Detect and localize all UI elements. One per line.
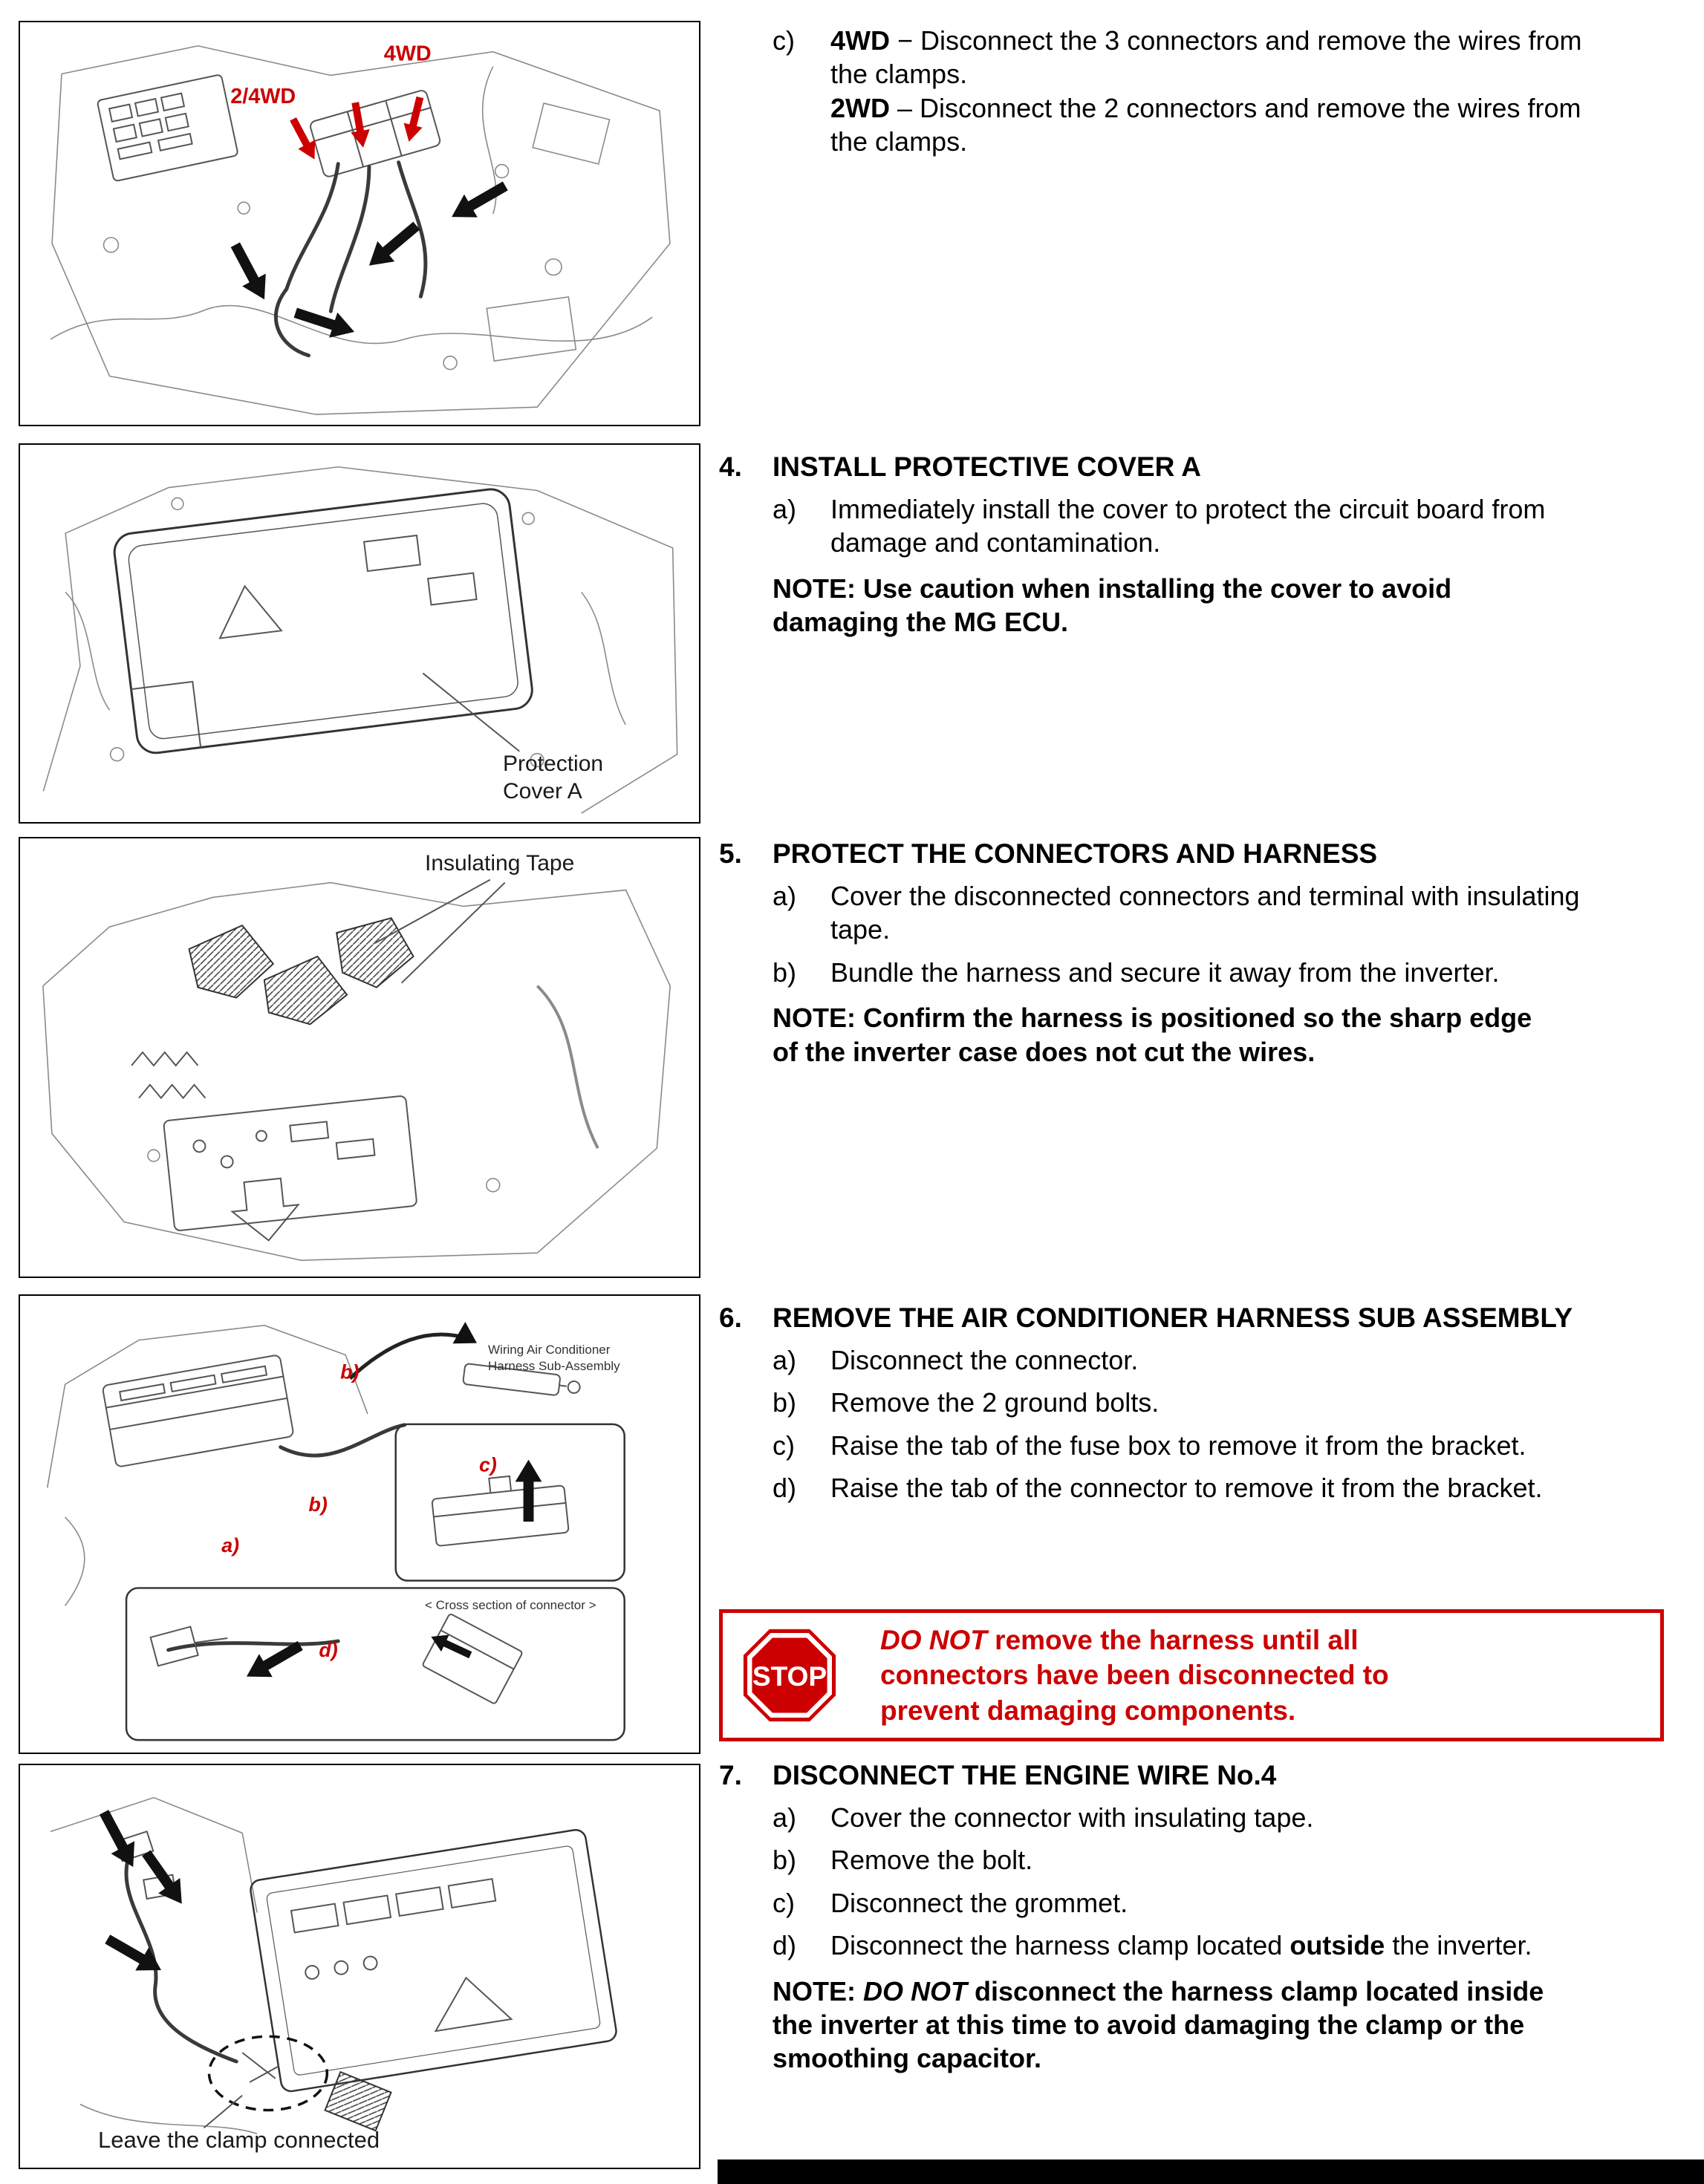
section-title: PROTECT THE CONNECTORS AND HARNESS bbox=[773, 838, 1378, 869]
pointer-arrow bbox=[427, 1629, 475, 1663]
pointer-arrow bbox=[135, 1845, 192, 1911]
section-remove-ac-harness bbox=[719, 1301, 1694, 1505]
section-protect-connectors bbox=[719, 837, 1694, 1069]
step-text bbox=[830, 1929, 1532, 1962]
step-label: b) bbox=[773, 1845, 797, 1876]
note-em: DO NOT bbox=[863, 1975, 967, 2007]
step-row bbox=[773, 1929, 1694, 1962]
step-label: a) bbox=[773, 881, 797, 912]
stop-warning-text bbox=[880, 1623, 1467, 1728]
curved-arrow-head bbox=[452, 1322, 483, 1354]
stop-warning-body: remove the harness until all connectors have been disconnected to prevent damaging components. bbox=[880, 1624, 1389, 1726]
step-row bbox=[773, 1429, 1694, 1462]
callout-c: c) bbox=[478, 1453, 497, 1476]
section-heading bbox=[719, 1758, 1694, 1792]
step-text: Disconnect the grommet. bbox=[830, 1887, 1128, 1918]
fusebox-sketch bbox=[430, 1470, 569, 1546]
taped-connectors-sketch bbox=[189, 918, 414, 1024]
step-text: Disconnect the connector. bbox=[830, 1345, 1139, 1376]
step-label: b) bbox=[773, 1387, 797, 1418]
pointer-arrow bbox=[360, 215, 425, 276]
note-text: NOTE: Confirm the harness is positioned so the sharp edge of the inverter case does not cut the wires. bbox=[773, 1003, 1532, 1067]
substep-bold: 4WD bbox=[830, 25, 890, 56]
step-label: c) bbox=[773, 1430, 795, 1461]
caption-line: Protection bbox=[503, 752, 604, 776]
caption-line: Leave the clamp connected bbox=[98, 2127, 380, 2153]
figure-protective-cover bbox=[19, 443, 700, 824]
step-row bbox=[773, 1886, 1694, 1920]
relay-box-sketch bbox=[97, 74, 238, 181]
callout-b1: b) bbox=[340, 1360, 360, 1383]
step-c-block bbox=[719, 24, 1694, 158]
step-row bbox=[773, 1843, 1694, 1877]
label-4wd: 4WD bbox=[383, 42, 432, 66]
substep-2wd bbox=[830, 91, 1596, 159]
step-row bbox=[773, 1386, 1694, 1419]
pointer-arrow bbox=[291, 300, 358, 345]
section-title: REMOVE THE AIR CONDITIONER HARNESS SUB ASSEMBLY bbox=[773, 1303, 1573, 1333]
stop-warning-em: DO NOT bbox=[880, 1624, 987, 1655]
circuit-board-sketch bbox=[163, 1095, 419, 1250]
figure-connector-removal bbox=[19, 21, 700, 426]
section-number: 7. bbox=[719, 1760, 742, 1790]
inset-fusebox-frame bbox=[396, 1424, 625, 1581]
step-text: Remove the 2 ground bolts. bbox=[830, 1387, 1160, 1418]
step-label: a) bbox=[773, 1802, 797, 1833]
pointer-arrow bbox=[92, 1806, 145, 1873]
spring-sketch bbox=[131, 1052, 205, 1098]
step-row bbox=[773, 1801, 1694, 1834]
section-number: 5. bbox=[719, 838, 742, 869]
engine-wire-illustration bbox=[20, 1765, 699, 2168]
section-number: 4. bbox=[719, 452, 742, 482]
figure-ac-harness bbox=[19, 1294, 700, 1754]
note-text bbox=[773, 1975, 1560, 2076]
caption-leader-line bbox=[423, 674, 519, 752]
footer-bar bbox=[718, 2159, 1704, 2184]
red-pointer-arrow bbox=[400, 95, 429, 144]
section-title: INSTALL PROTECTIVE COVER A bbox=[773, 452, 1201, 482]
stop-sign-icon bbox=[742, 1628, 837, 1723]
step-text: Bundle the harness and secure it away from the inverter. bbox=[830, 956, 1500, 988]
section-number: 6. bbox=[719, 1303, 742, 1333]
wiring-ac-harness-caption bbox=[488, 1342, 620, 1375]
section-heading bbox=[719, 450, 1694, 483]
section-title: DISCONNECT THE ENGINE WIRE No.4 bbox=[773, 1760, 1277, 1790]
step-text: Raise the tab of the fuse box to remove it from the bracket. bbox=[830, 1430, 1526, 1461]
step-label: d) bbox=[773, 1930, 797, 1961]
note-prefix: NOTE: bbox=[773, 1975, 863, 2007]
callout-a: a) bbox=[221, 1533, 240, 1556]
step-label: a) bbox=[773, 494, 797, 525]
ecu-sketch bbox=[103, 1355, 294, 1467]
clamp-sketch bbox=[242, 2053, 279, 2082]
cover-sketch bbox=[112, 487, 534, 755]
step-text-bold: outside bbox=[1290, 1930, 1385, 1961]
step-text-post: the inverter. bbox=[1385, 1930, 1532, 1961]
step-text: Immediately install the cover to protect the circuit board from damage and contamination. bbox=[830, 494, 1546, 558]
section-heading bbox=[719, 837, 1694, 870]
step-text bbox=[830, 24, 1596, 158]
caption-line: Harness Sub-Assembly bbox=[488, 1359, 620, 1374]
label-2-4wd: 2/4WD bbox=[230, 85, 296, 109]
note-text: NOTE: Use caution when installing the cover to avoid damaging the MG ECU. bbox=[773, 573, 1452, 638]
insulating-tape-illustration bbox=[20, 838, 699, 1277]
step-text: Cover the disconnected connectors and terminal with insulating tape. bbox=[830, 881, 1580, 945]
connector-cross-section-sketch bbox=[422, 1614, 523, 1704]
callout-b2: b) bbox=[308, 1493, 328, 1516]
section-heading bbox=[719, 1301, 1694, 1334]
substep-bold: 2WD bbox=[830, 92, 890, 123]
pointer-arrow bbox=[224, 238, 276, 305]
caption-line: < Cross section of connector > bbox=[425, 1598, 596, 1612]
connector-wire-sketch bbox=[169, 1641, 339, 1650]
grommet-sketch bbox=[325, 2072, 391, 2131]
stop-sign-text: STOP bbox=[752, 1660, 827, 1692]
step-label: b) bbox=[773, 956, 797, 988]
step-text: Raise the tab of the connector to remove it from the bracket. bbox=[830, 1473, 1543, 1504]
step-row bbox=[773, 1343, 1694, 1377]
step-row bbox=[773, 1471, 1694, 1505]
caption-leader-line bbox=[375, 880, 490, 943]
step-row bbox=[773, 492, 1694, 560]
step-label: c) bbox=[773, 1887, 795, 1918]
insulating-tape-caption bbox=[425, 850, 574, 878]
cross-section-caption bbox=[425, 1597, 596, 1614]
stop-warning-box bbox=[719, 1609, 1664, 1741]
curved-arrow-shaft bbox=[350, 1334, 468, 1378]
pointer-arrow bbox=[101, 1928, 168, 1982]
connector-removal-illustration bbox=[20, 22, 699, 425]
caption-line: Insulating Tape bbox=[425, 851, 575, 876]
caption-leader-line bbox=[204, 2096, 243, 2128]
substep-text: − Disconnect the 3 connectors and remove the wires from the clamps. bbox=[830, 25, 1582, 90]
step-label: d) bbox=[773, 1473, 797, 1504]
callout-d: d) bbox=[319, 1638, 338, 1661]
leave-clamp-caption bbox=[98, 2126, 380, 2154]
red-pointer-arrow bbox=[284, 114, 323, 163]
step-text: Cover the connector with insulating tape. bbox=[830, 1802, 1314, 1833]
caption-line: Cover A bbox=[503, 778, 582, 803]
substep-4wd bbox=[830, 24, 1596, 91]
pointer-arrow bbox=[445, 175, 512, 229]
step-row bbox=[773, 956, 1694, 989]
protection-cover-caption bbox=[503, 751, 603, 805]
figure-engine-wire bbox=[19, 1764, 700, 2169]
harness-sketch bbox=[281, 1425, 405, 1456]
wires-sketch bbox=[276, 163, 426, 356]
step-row bbox=[773, 24, 1694, 158]
note-rest: disconnect the harness clamp located inside the inverter at this time to avoid damaging the clamp or the smoothing capacitor. bbox=[773, 1975, 1544, 2074]
step-row bbox=[773, 879, 1694, 947]
section-install-cover bbox=[719, 450, 1694, 639]
step-text: Remove the bolt. bbox=[830, 1845, 1033, 1876]
step-text-pre: Disconnect the harness clamp located bbox=[830, 1930, 1290, 1961]
inverter-sketch bbox=[249, 1828, 617, 2093]
substep-text: – Disconnect the 2 connectors and remove the wires from the clamps. bbox=[830, 92, 1581, 157]
step-label: c) bbox=[773, 25, 795, 56]
section-disconnect-engine-wire bbox=[719, 1758, 1694, 2076]
caption-line: Wiring Air Conditioner bbox=[488, 1343, 611, 1357]
step-label: a) bbox=[773, 1345, 797, 1376]
figure-insulating-tape bbox=[19, 837, 700, 1278]
